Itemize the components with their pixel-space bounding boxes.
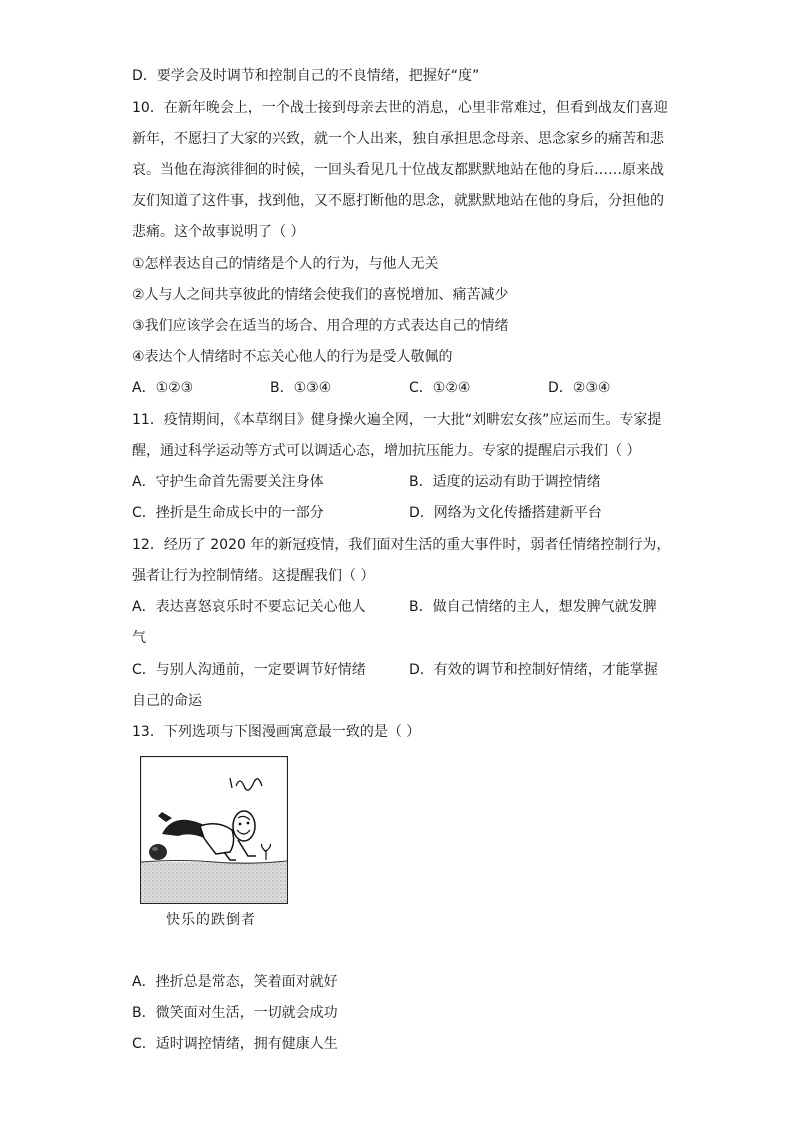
cartoon-caption: 快乐的跌倒者	[166, 912, 256, 928]
q13-stem: 13．下列选项与下图漫画寓意最一致的是（ ）	[132, 724, 421, 740]
q10-statement-2: ②人与人之间共享彼此的情绪会使我们的喜悦增加、痛苦减少	[132, 287, 509, 303]
q12-option-a: A．表达喜怒哀乐时不要忘记关心他人	[132, 599, 366, 615]
q12-stem-line-1: 12．经历了 2020 年的新冠疫情，我们面对生活的重大事件时，弱者任情绪控制行为，	[132, 537, 671, 553]
q10-statement-3: ③我们应该学会在适当的场合、用合理的方式表达自己的情绪	[132, 318, 509, 334]
cartoon-image	[140, 756, 288, 904]
q10-stem-line-1: 10．在新年晚会上，一个战士接到母亲去世的消息，心里非常难过，但看到战友们喜迎	[132, 100, 668, 116]
q11-option-c: C．挫折是生命成长中的一部分	[132, 505, 324, 521]
q11-stem-line-2: 醒，通过科学运动等方式可以调适心态，增加抗压能力。专家的提醒启示我们（ ）	[132, 443, 641, 459]
q10-stem-line-2: 新年，不愿扫了大家的兴致，就一个人出来，独自承担思念母亲、思念家乡的痛苦和悲	[132, 131, 664, 147]
q12-stem-line-2: 强者让行为控制情绪。这提醒我们（ ）	[132, 568, 375, 584]
q13-option-b: B．微笑面对生活，一切就会成功	[132, 1005, 338, 1021]
q10-option-b: B．①③④	[270, 380, 332, 396]
q11-option-d: D．网络为文化传播搭建新平台	[409, 505, 602, 521]
q12-option-b: B．做自己情绪的主人，想发脾气就发脾	[409, 599, 657, 615]
q13-option-a: A．挫折总是常态，笑着面对就好	[132, 974, 338, 990]
q11-option-a: A．守护生命首先需要关注身体	[132, 474, 324, 490]
q10-option-a: A．①②③	[132, 380, 194, 396]
q10-stem-line-4: 友们知道了这件事，找到他，又不愿打断他的思念，就默默地站在他的身后，分担他的	[132, 193, 664, 209]
q10-stem-line-5: 悲痛。这个故事说明了（ ）	[132, 224, 305, 240]
q11-stem-line-1: 11．疫情期间，《本草纲目》健身操火遍全网，一大批“刘畊宏女孩”应运而生。专家提	[132, 412, 662, 428]
q10-statement-4: ④表达个人情绪时不忘关心他人的行为是受人敬佩的	[132, 349, 453, 365]
q10-statement-1: ①怎样表达自己的情绪是个人的行为，与他人无关	[132, 256, 439, 272]
q12-option-c: C．与别人沟通前，一定要调节好情绪	[132, 662, 366, 678]
q13-option-c: C．适时调控情绪，拥有健康人生	[132, 1036, 338, 1052]
q10-option-d: D．②③④	[548, 380, 611, 396]
q10-option-c: C．①②④	[409, 380, 471, 396]
q12-option-d-cont: 自己的命运	[132, 693, 202, 709]
q12-option-d: D．有效的调节和控制好情绪，才能掌握	[409, 662, 658, 678]
q9-option-d: D．要学会及时调节和控制自己的不良情绪，把握好“度”	[132, 68, 480, 84]
q10-stem-line-3: 哀。当他在海滨徘徊的时候，一回头看见几十位战友都默默地站在他的身后……原来战	[132, 162, 664, 178]
q12-option-b-cont: 气	[132, 630, 146, 646]
q11-option-b: B．适度的运动有助于调控情绪	[409, 474, 601, 490]
